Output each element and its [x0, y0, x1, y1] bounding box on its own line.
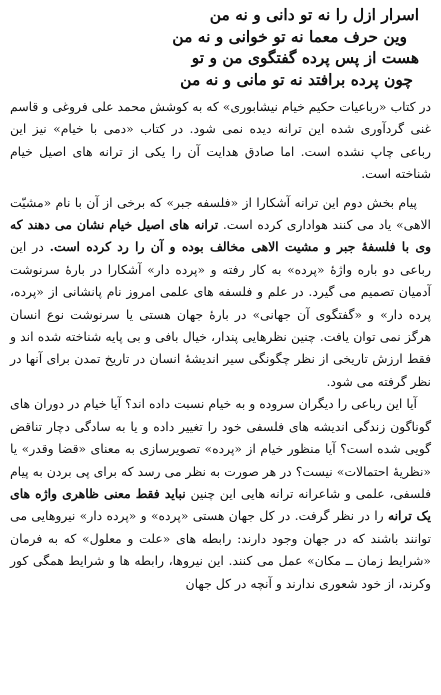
verse-2: وین حرف معما نه تو خوانی و نه من: [172, 26, 407, 46]
paragraph-2-bold-claim: ترانه های اصیل خیام نشان می دهند که وی با فلسفهٔ جبر و مشیت الاهی مخالف بوده و آن را رد کرده است.: [10, 217, 431, 255]
paragraph-1: در کتاب «رباعیات حکیم خیام نیشابوری» که به کوشش محمد علی فروغی و قاسم غنی گردآوری شده این ترانه دیده نمی شود. در کتاب «دمی با خیام» نیز این رباعی چاپ نشده است. اما صادق هدایت آن را یکی از ترانه های اصیل خیام شناخته است.: [10, 99, 431, 182]
paragraph-2-body: در این رباعی دو باره واژهٔ «پرده» به کار رفته و «پرده دار» آشکارا در بارهٔ سرنوشت آدمیان تصمیم می گیرد. در علم و فلسفه های علمی امروز نام پانشانی از «پرده، پرده دار» و «گفتگوی آن جهانی» در بارهٔ جهان هستی یا سرنوشت نوع انسان هرگز نمی توان یافت. چنین نظرهایی پندار، خیال بافی و بی پایه شناخته شده اند و فقط ارزش تاریخی از نظر چگونگی سیر اندیشهٔ انسان در تاریخ تمدن برای آنها در نظر گرفته می شود.: [10, 239, 431, 389]
verse-3: هست از پس پرده گفتگوی من و تو: [191, 48, 419, 67]
verse-1: اسرار ازل را نه تو دانی و نه من: [209, 5, 419, 24]
verse-4: چون پرده برافتد نه تو مانی و نه من: [180, 69, 413, 89]
paragraph-3-body: را در نظر گرفت. در کل جهان هستی «پرده» و «پرده دار» نیروهایی می توانند باشند که در جهان وجود دارند: رابطه های «علت و معلول» که به فرمان «شرایط زمان ــ مکان» عمل می کنند. این نیروها، رابطه ها و شرایط همگی کور وکرند، از خود شعوری ندارند و آنچه در کل جهان: [10, 508, 431, 591]
paragraph-3-intro: آیا این رباعی را دیگران سروده و به خیام نسبت داده اند؟ آیا خیام در دوران های گوناگون زندگی اندیشه های فلسفی خود را تغییر داده و یا به سادگی دچار تناقض گویی شده است؟ آیا منظور خیام از «پرده» تصویرسازی به معنای «قضا وقدر» یا «نظریهٔ احتمالات» نیست؟ در هر صورت به نظر می رسد که برای پی بردن به پیام فلسفی، علمی و شاعرانه ترانه هایی این چنین: [10, 396, 431, 501]
paragraph-3-bold-claim: نباید فقط معنی ظاهری واژه های یک ترانه: [10, 485, 431, 524]
paragraph-2: [10, 192, 431, 394]
paragraph-2-intro: پیام بخش دوم این ترانه آشکارا از «فلسفه جبر» که برخی از آن با نام «مشیّت الاهی» یاد می کنند هواداری کرده است.: [10, 194, 431, 233]
paragraph-3: [10, 393, 431, 595]
quatrain: [80, 4, 419, 90]
